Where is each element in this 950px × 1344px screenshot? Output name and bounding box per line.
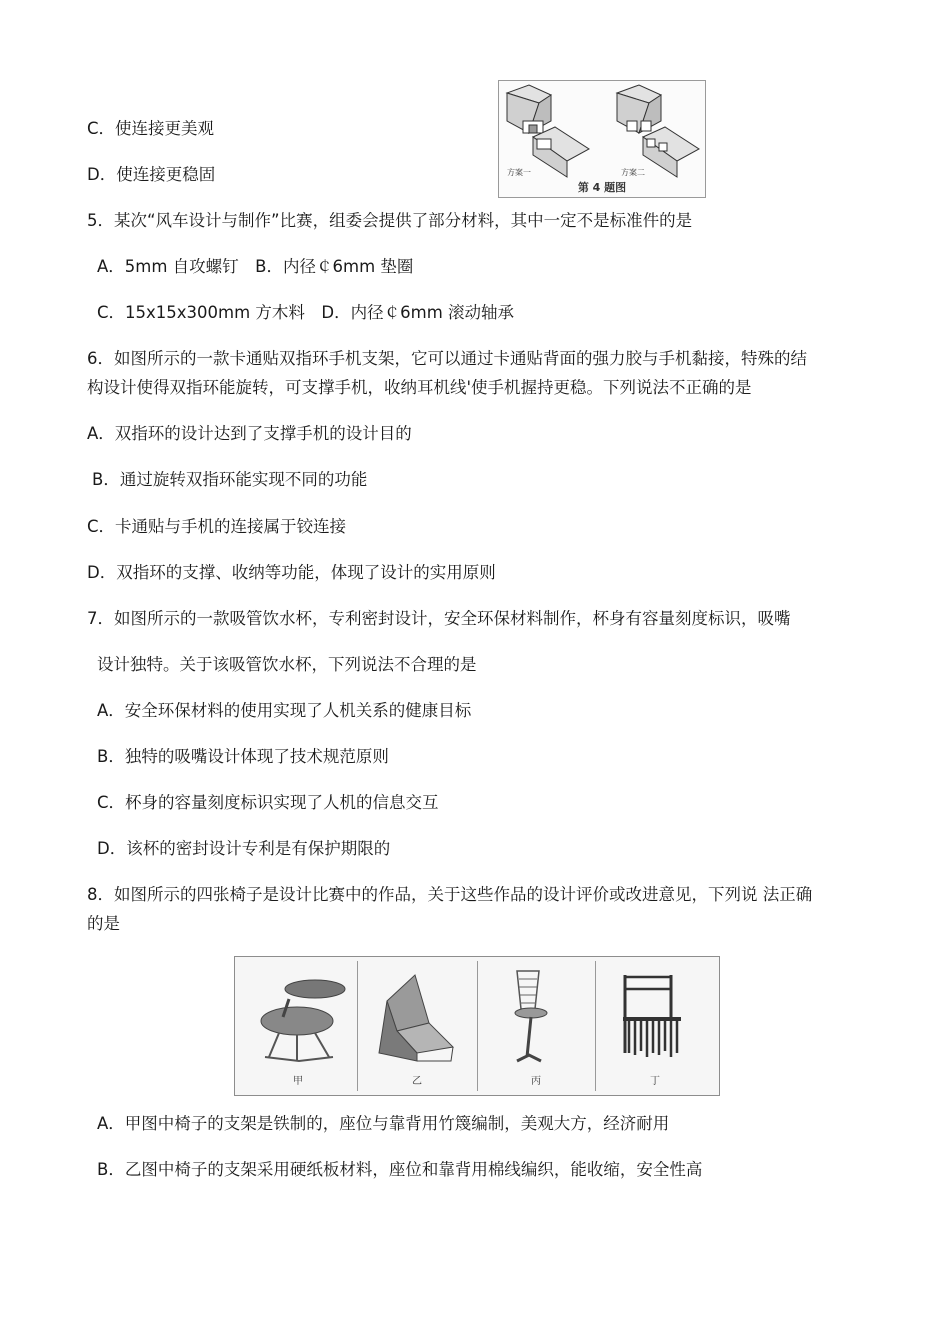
chair-label-jia: 甲 bbox=[293, 1076, 303, 1087]
question-6-line1: 6．如图所示的一款卡通贴双指环手机支架，它可以通过卡通贴背面的强力胶与手机黏接，特殊的结 bbox=[87, 349, 807, 368]
q7-option-a: A．安全环保材料的使用实现了人机关系的健康目标 bbox=[97, 701, 472, 720]
question-8-line2: 的是 bbox=[87, 914, 120, 933]
chair-panel-jia bbox=[239, 961, 358, 1091]
chair-label-yi: 乙 bbox=[412, 1076, 422, 1087]
q6-option-b: B．通过旋转双指环能实现不同的功能 bbox=[92, 470, 368, 489]
q8-option-a: A．甲图中椅子的支架是铁制的，座位与靠背用竹篾编制，美观大方，经济耐用 bbox=[97, 1114, 670, 1133]
q7-option-b: B．独特的吸嘴设计体现了技术规范原则 bbox=[97, 747, 389, 766]
scheme-one-label: 方案一 bbox=[507, 168, 531, 177]
chair-panel-ding bbox=[595, 961, 715, 1091]
question-6-line2: 构设计使得双指环能旋转，可支撑手机，收纳耳机线'使手机握持更稳。下列说法不正确的是 bbox=[87, 378, 752, 397]
figure-8-chairs bbox=[234, 956, 720, 1096]
option-c-q4: C．使连接更美观 bbox=[87, 119, 215, 138]
chair-label-bing: 丙 bbox=[531, 1076, 541, 1087]
chair-label-ding: 丁 bbox=[650, 1076, 660, 1087]
question-5: 5．某次“风车设计与制作”比赛，组委会提供了部分材料，其中一定不是标准件的是 bbox=[87, 211, 693, 230]
q8-option-b: B．乙图中椅子的支架采用硬纸板材料，座位和靠背用棉线编织，能收缩，安全性高 bbox=[97, 1160, 703, 1179]
q7-option-d: D．该杯的密封设计专利是有保护期限的 bbox=[97, 839, 391, 858]
figure-4 bbox=[498, 80, 706, 198]
figure-4-caption: 第 4 题图 bbox=[577, 181, 627, 194]
q6-option-a: A．双指环的设计达到了支撑手机的设计目的 bbox=[87, 424, 412, 443]
question-7-line2: 设计独特。关于该吸管饮水杯，下列说法不合理的是 bbox=[97, 655, 477, 674]
scheme-two-label: 方案二 bbox=[621, 168, 645, 177]
q7-option-c: C．杯身的容量刻度标识实现了人机的信息交互 bbox=[97, 793, 439, 812]
chair-panel-bing bbox=[477, 961, 596, 1091]
q5-options-ab: A．5mm 自攻螺钉 B．内径￠6mm 垫圈 bbox=[97, 257, 414, 276]
q6-option-d: D．双指环的支撑、收纳等功能，体现了设计的实用原则 bbox=[87, 563, 496, 582]
option-d-q4: D．使连接更稳固 bbox=[87, 165, 216, 184]
question-7-line1: 7．如图所示的一款吸管饮水杯，专利密封设计，安全环保材料制作，杯身有容量刻度标识，吸嘴 bbox=[87, 609, 791, 628]
q5-options-cd: C．15x15x300mm 方木料 D．内径￠6mm 滚动轴承 bbox=[97, 303, 515, 322]
question-8-line1: 8．如图所示的四张椅子是设计比赛中的作品，关于这些作品的设计评价或改进意见，下列说 法正确 bbox=[87, 885, 813, 904]
q6-option-c: C．卡通贴与手机的连接属于铰连接 bbox=[87, 517, 347, 536]
chair-panel-yi bbox=[357, 961, 478, 1091]
